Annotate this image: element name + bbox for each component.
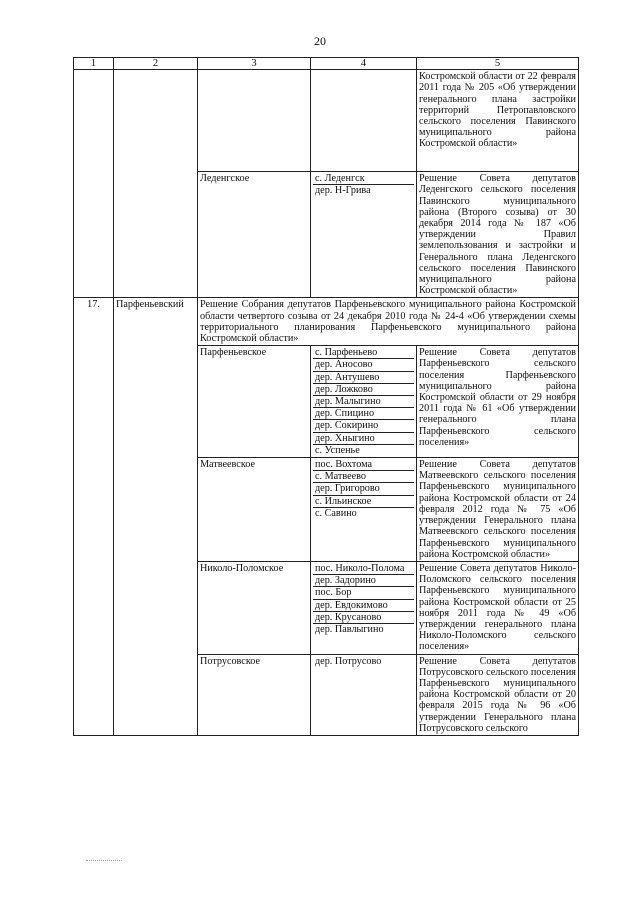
column-header-1: 1 xyxy=(74,58,114,70)
decision-cell: Решение Совета депутатов Николо-Поломского сельского поселения Парфеньевского муниципального района Костромской области от 25 ноября 2011 года № 49 «Об утверждении генерального плана Николо-Поломского сельского поселения» xyxy=(417,561,579,654)
locality-item: с. Леденгск xyxy=(313,173,414,185)
decision-cell: Костромской области от 22 февраля 2011 года № 205 «Об утверждении генерального плана застройки территорий Петропавловского сельского поселения Павинского муниципального района Костромской области» xyxy=(417,70,579,172)
settlement-name: Николо-Поломское xyxy=(198,561,311,654)
district-cell xyxy=(114,70,198,298)
localities-cell xyxy=(311,70,417,172)
locality-item: дер. Малыгино xyxy=(313,396,414,408)
decision-cell: Решение Совета депутатов Леденгского сельского поселения Павинского муниципального района (Второго созыва) от 30 декабря 2014 года № 187 «Об утверждении Правил землепользования и застройки и Генерального плана Леденгского сельского поселения Павинского муниципального района Костромской области» xyxy=(417,172,579,298)
localities-cell xyxy=(311,561,417,654)
territorial-plans-table xyxy=(73,57,579,736)
locality-item: дер. Потрусово xyxy=(315,655,382,667)
column-header-row xyxy=(74,58,579,70)
locality-item: дер. Крусаново xyxy=(313,611,414,623)
settlement-name: Матвеевское xyxy=(198,458,311,562)
localities-cell xyxy=(311,654,417,735)
decision-cell: Решение Совета депутатов Матвеевского сельского поселения Парфеньевского муниципального района Костромской области от 24 февраля 2012 года № 75 «Об утверждении Генерального плана Матвеевского сельского поселения Парфеньевского муниципального района Костромской области» xyxy=(417,458,579,562)
settlement-cell xyxy=(198,70,311,172)
locality-item: с. Матвеево xyxy=(313,471,414,483)
settlement-name: Леденгское xyxy=(198,172,311,298)
decision-cell: Решение Совета депутатов Потрусовского сельского поселения Парфеньевского муниципального района Костромской области от 20 февраля 2015 года № 96 «Об утверждении Генерального плана Потрусовского сельского xyxy=(417,654,579,735)
table-row xyxy=(74,298,579,346)
district-name: Парфеньевский xyxy=(114,298,198,736)
column-header-5: 5 xyxy=(417,58,579,70)
locality-item: дер. Евдокимово xyxy=(313,599,414,611)
locality-item: пос. Николо-Полома xyxy=(313,563,414,575)
localities-cell xyxy=(311,458,417,562)
decision-cell: Решение Совета депутатов Парфеньевского сельского поселения Парфеньевского муниципального района Костромской области от 29 ноября 2011 года № 61 «Об утверждении генерального плана Парфеньевского сельского поселения» xyxy=(417,346,579,458)
row-number-cell xyxy=(74,70,114,298)
locality-item: дер. Спицино xyxy=(313,408,414,420)
column-header-4: 4 xyxy=(311,58,417,70)
locality-item: дер. Антушево xyxy=(313,371,414,383)
settlement-name: Парфеньевское xyxy=(198,346,311,458)
settlement-name: Потрусовское xyxy=(198,654,311,735)
locality-item: дер. Задорино xyxy=(313,575,414,587)
column-header-3: 3 xyxy=(198,58,311,70)
locality-item: пос. Бор xyxy=(313,587,414,599)
table-row xyxy=(74,70,579,172)
row-number: 17. xyxy=(74,298,114,736)
locality-item: дер. Сокирино xyxy=(313,420,414,432)
locality-item: с. Успенье xyxy=(315,444,360,456)
locality-item: с. Парфеньево xyxy=(313,347,414,359)
localities-cell xyxy=(311,346,417,458)
locality-item: дер. Аносово xyxy=(313,359,414,371)
page-footer-mark xyxy=(86,860,122,862)
column-header-2: 2 xyxy=(114,58,198,70)
district-decision: Решение Собрания депутатов Парфеньевского муниципального района Костромской области четвертого созыва от 24 декабря 2010 года № 24-4 «Об утверждении схемы территориального планирования Парфеньевского муниципального района Костромской области» xyxy=(198,298,579,346)
locality-item: пос. Вохтома xyxy=(313,459,414,471)
locality-item: дер. Ложково xyxy=(313,383,414,395)
page-number: 20 xyxy=(314,34,326,48)
locality-item: дер. Хныгино xyxy=(313,432,414,444)
locality-item: с. Савино xyxy=(315,507,357,519)
localities-cell xyxy=(311,172,417,298)
locality-item: дер. Григорово xyxy=(313,483,414,495)
locality-item: с. Ильинское xyxy=(313,495,414,507)
locality-item: дер. Павлыгино xyxy=(315,623,384,635)
locality-item: дер. Н-Грива xyxy=(315,185,371,197)
